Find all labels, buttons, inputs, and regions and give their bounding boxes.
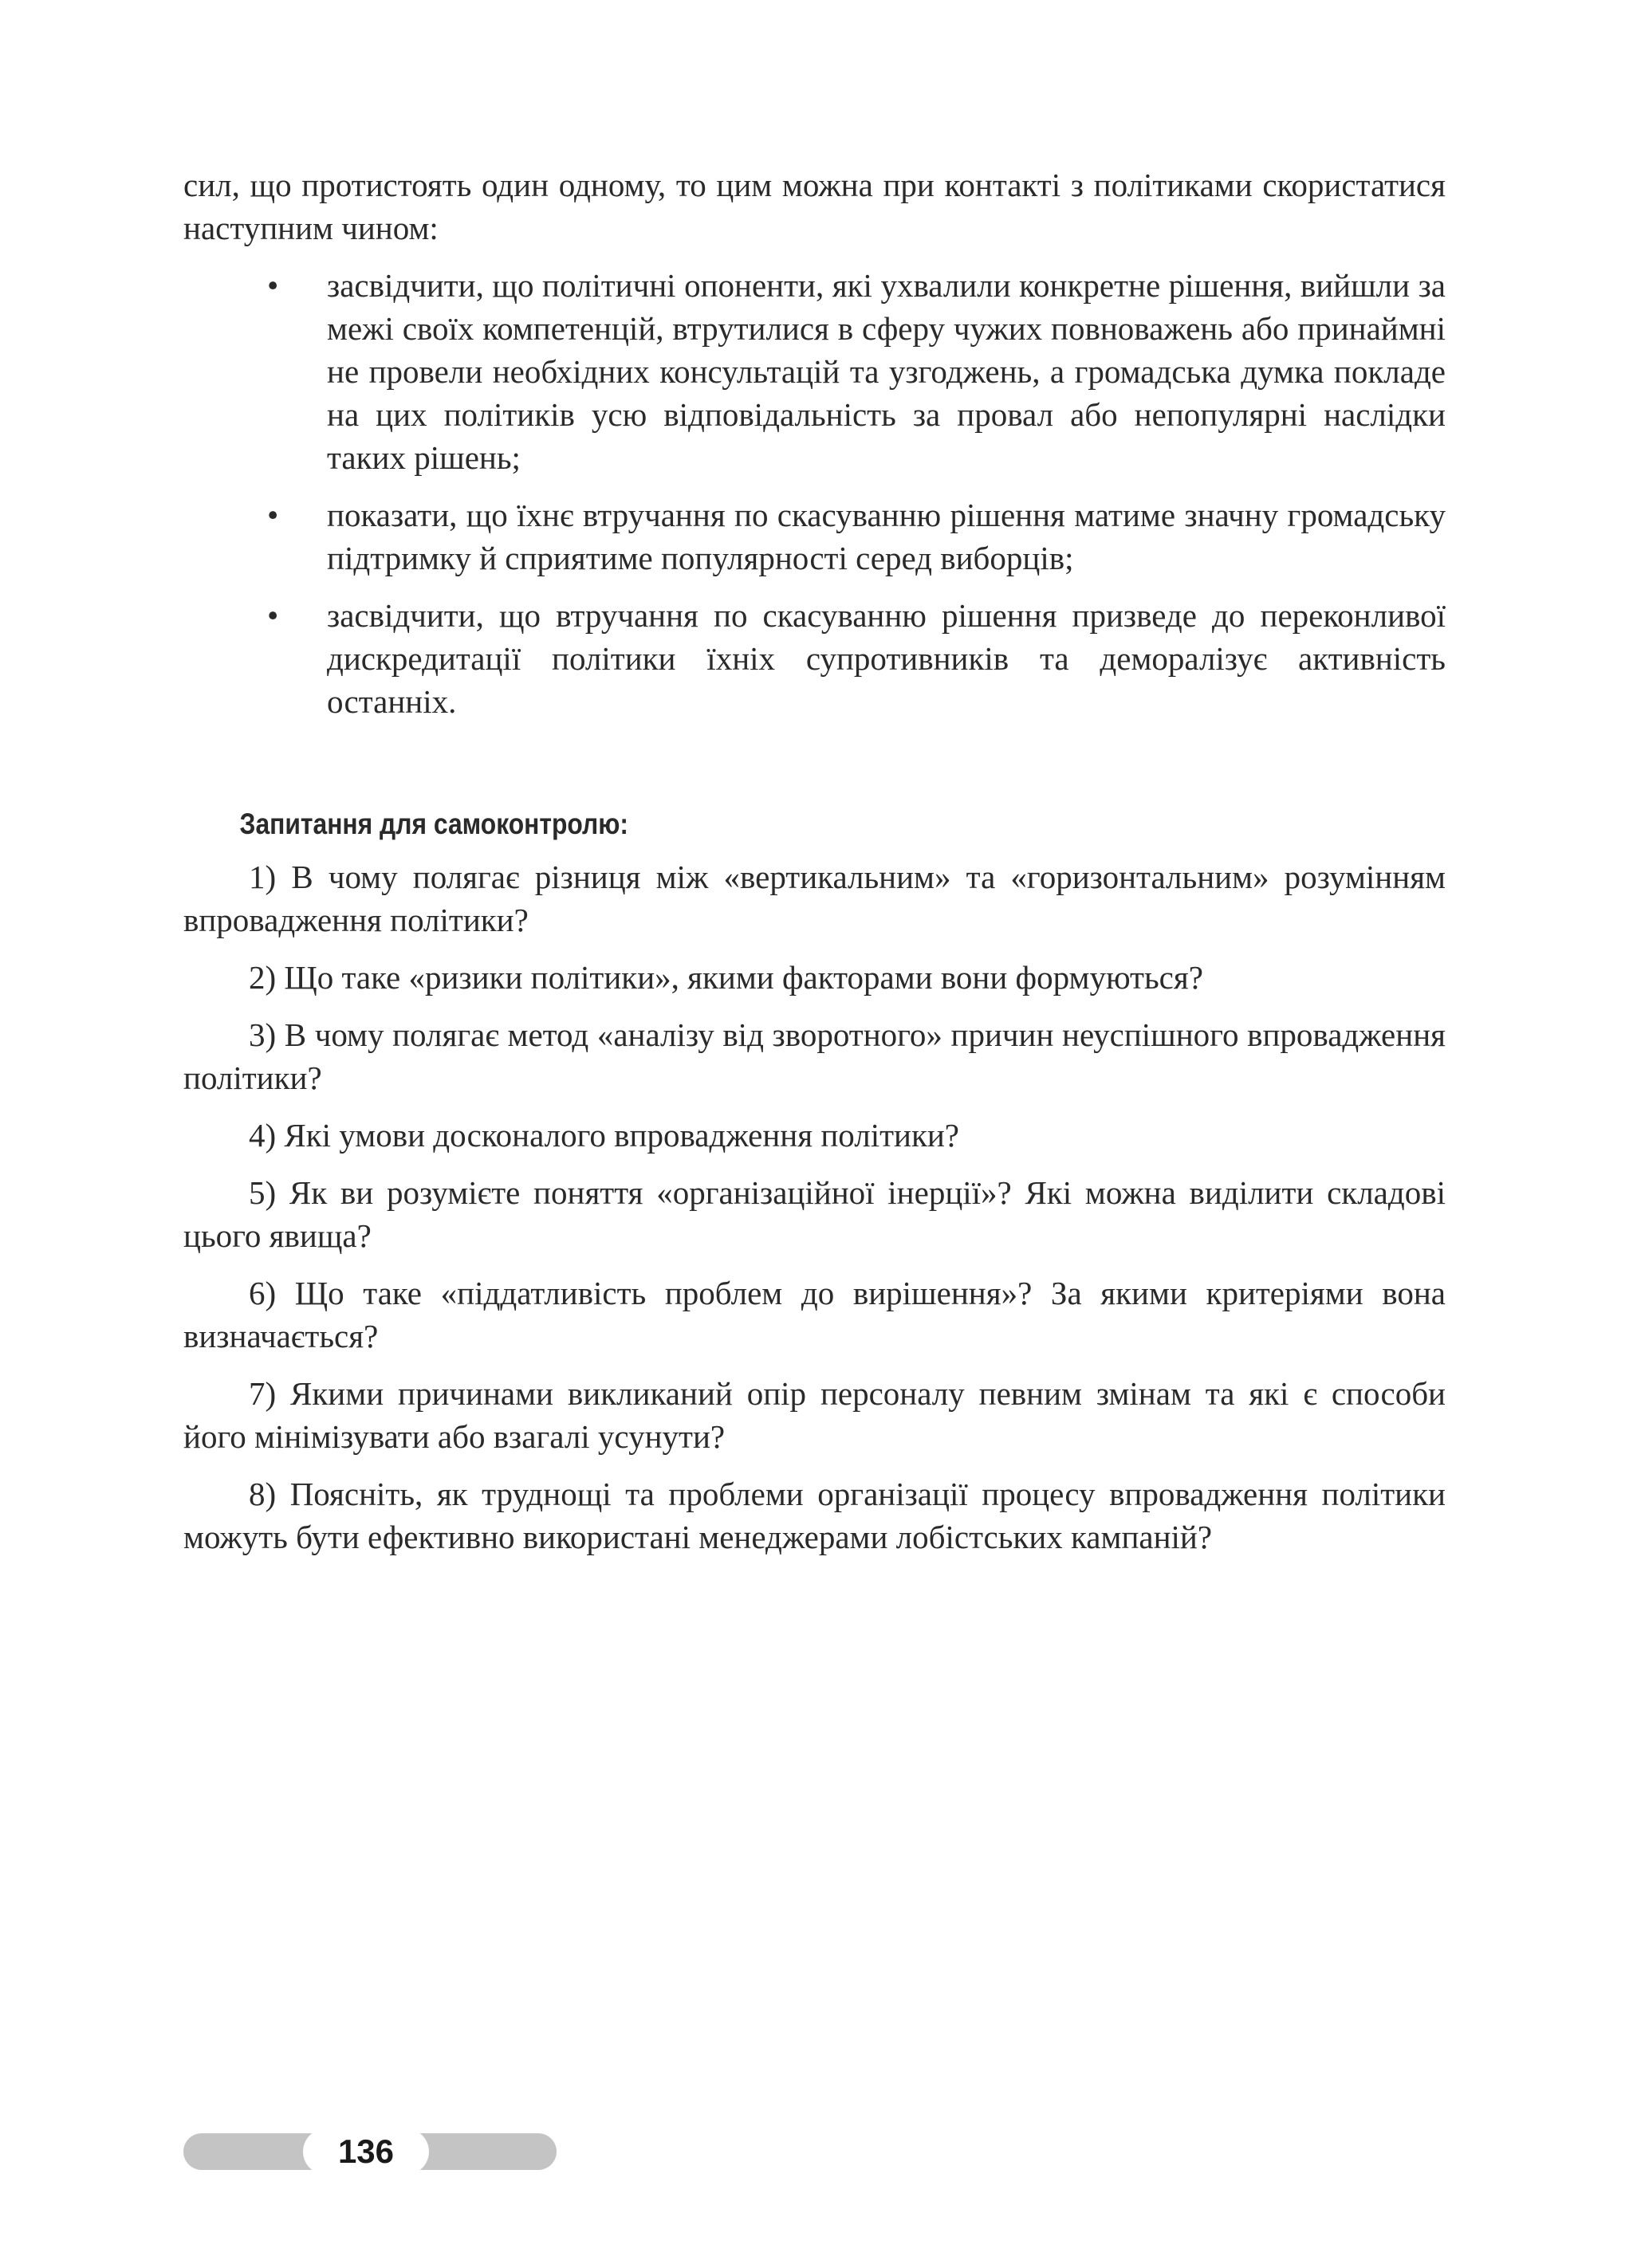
bullet-item bbox=[183, 493, 1446, 580]
question-item: 8) Поясніть, як труднощі та проблеми організації процесу впровадження політики можуть бути ефективно використані менеджерами лобістських кампаній? bbox=[183, 1476, 1446, 1555]
questions-list bbox=[183, 855, 1446, 1559]
question-item: 2) Що таке «ризики політики», якими факторами вони формуються? bbox=[249, 959, 1203, 996]
bullet-icon: • bbox=[267, 497, 279, 533]
bullet-item bbox=[183, 594, 1446, 723]
question-item: 1) В чому полягає різниця між «вертикальним» та «горизонтальним» розумінням впровадження політики? bbox=[183, 859, 1446, 938]
bullet-icon: • bbox=[267, 597, 279, 634]
question-item: 4) Які умови досконалого впровадження політики? bbox=[249, 1117, 960, 1154]
question-item: 5) Як ви розумієте поняття «організаційної інерції»? Які можна виділити складові цього явища? bbox=[183, 1174, 1446, 1254]
question-item: 6) Що таке «піддатливість проблем до вирішення»? За якими критеріями вона визначається? bbox=[183, 1275, 1446, 1354]
bullet-text: показати, що їхнє втручання по скасуванню рішення матиме значну громадську підтримку й сприятиме популярності серед виборців; bbox=[327, 497, 1446, 576]
bullet-icon: • bbox=[267, 267, 279, 304]
question-item: 7) Якими причинами викликаний опір персоналу певним змінам та які є способи його мінімізувати або взагалі усунути? bbox=[183, 1375, 1446, 1455]
bullet-text: засвідчити, що політичні опоненти, які ухвалили конкретне рішення, вийшли за межі своїх компетенцій, втрутилися в сферу чужих повноважень або принаймні не провели необхідних консультацій та узгоджень, а громадська думка покладе на цих політиків усю відповідальність за провал або непопулярні наслідки таких рішень; bbox=[327, 267, 1446, 476]
bullet-text: засвідчити, що втручання по скасуванню рішення призведе до переконливої дискредитації політики їхніх супротивників та деморалізує активність останніх. bbox=[327, 597, 1446, 720]
bullet-list bbox=[183, 264, 1446, 723]
bullet-item bbox=[183, 264, 1446, 479]
page-content bbox=[183, 163, 1446, 1573]
question-item: 3) В чому полягає метод «аналізу від зворотного» причин неуспішного впровадження політики? bbox=[183, 1016, 1446, 1096]
page-number: 136 bbox=[303, 2128, 429, 2175]
intro-paragraph: сил, що протистоять один одному, то цим можна при контакті з політиками скористатися наступним чином: bbox=[183, 167, 1446, 246]
page-number-tab bbox=[183, 2128, 557, 2175]
questions-heading: Запитання для самоконтролю: bbox=[239, 808, 629, 840]
